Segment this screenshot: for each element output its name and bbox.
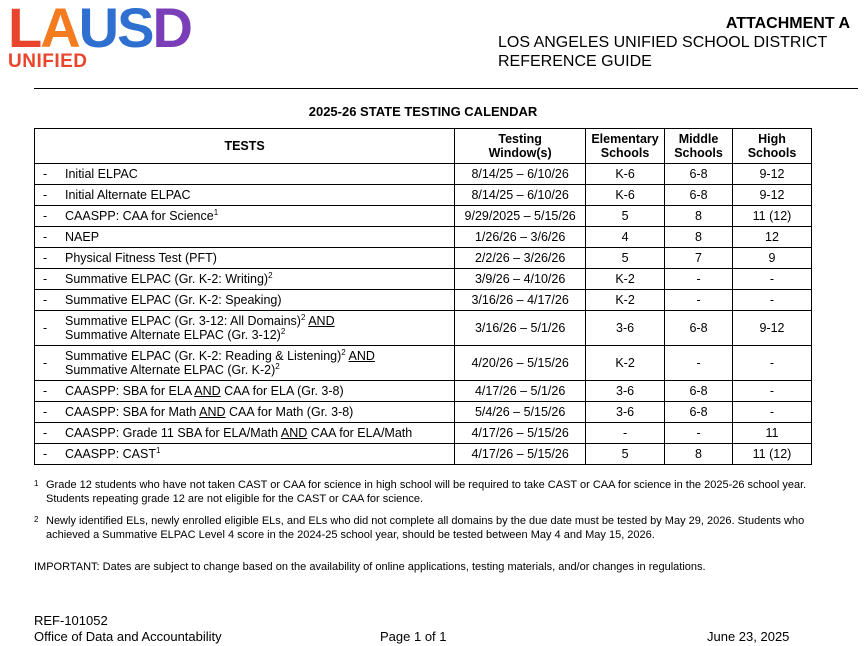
middle-grades-cell: 6-8 [665, 164, 733, 185]
test-name: Initial ELPAC [65, 167, 138, 181]
test-name-cell [35, 269, 455, 290]
elementary-grades-cell: K-2 [586, 290, 665, 311]
middle-grades-cell: - [665, 346, 733, 381]
test-name: Physical Fitness Test (PFT) [65, 251, 217, 265]
test-name-line-1: Summative ELPAC (Gr. K-2: Reading & Listening) [65, 349, 342, 363]
table-row [35, 346, 812, 381]
footnote-2 [34, 514, 824, 542]
high-grades-cell: - [733, 269, 812, 290]
testing-window-cell: 4/17/26 – 5/15/26 [455, 444, 586, 465]
table-row [35, 269, 812, 290]
footnote-ref: 1 [213, 207, 219, 217]
row-marker: - [43, 272, 48, 286]
testing-window-cell: 9/29/2025 – 5/15/26 [455, 206, 586, 227]
table-row [35, 164, 812, 185]
col-header-tests: TESTS [35, 129, 455, 164]
footer-page-number: Page 1 of 1 [380, 629, 447, 644]
test-name: Summative ELPAC (Gr. K-2: Writing) [65, 272, 269, 286]
table-row [35, 290, 812, 311]
middle-grades-cell: 7 [665, 248, 733, 269]
middle-grades-cell: 6-8 [665, 381, 733, 402]
and-conjunction: AND [194, 384, 221, 398]
calendar-title: 2025-26 STATE TESTING CALENDAR [308, 104, 538, 119]
row-marker: - [43, 188, 48, 202]
footnote-ref: 2 [300, 312, 306, 322]
logo-subtitle: UNIFIED [8, 51, 88, 72]
col-header-middle: Middle Schools [665, 129, 733, 164]
table-row [35, 402, 812, 423]
table-row [35, 311, 812, 346]
footnote-2-text: Newly identified ELs, newly enrolled eligible ELs, and ELs who did not complete all domains by the due date must be tested by May 29, 2026. Students who achieved a Summative ELPAC Level 4 score in the 2024-25 school year, should be tested between May 4 and May 15, 2026. [46, 515, 805, 541]
footnote-ref: 2 [280, 326, 286, 336]
logo-wordmark: LAUSD [8, 0, 191, 59]
test-name: Initial Alternate ELPAC [65, 188, 191, 202]
footnote-ref: 2 [268, 270, 273, 280]
row-marker: - [43, 293, 48, 307]
high-grades-cell: - [733, 402, 812, 423]
test-name-part: CAASPP: SBA for ELA [65, 384, 192, 398]
table-header-row [35, 129, 812, 164]
important-notice: IMPORTANT: Dates are subject to change based on the availability of online applications, testing materials, and/or changes in regulations. [34, 561, 706, 573]
test-name-line-2: Summative Alternate ELPAC (Gr. 3-12) [65, 328, 281, 342]
test-name-part: CAA for ELA (Gr. 3-8) [224, 384, 344, 398]
test-name-cell [35, 164, 455, 185]
elementary-grades-cell: 3-6 [586, 311, 665, 346]
test-name-cell [35, 381, 455, 402]
testing-window-cell: 1/26/26 – 3/6/26 [455, 227, 586, 248]
row-marker: - [43, 321, 48, 335]
row-marker: - [43, 230, 48, 244]
table-row [35, 185, 812, 206]
header-divider [34, 88, 858, 89]
row-marker: - [43, 384, 48, 398]
testing-calendar-table [34, 128, 812, 465]
middle-grades-cell: 6-8 [665, 311, 733, 346]
test-name-cell [35, 423, 455, 444]
test-name-cell [35, 227, 455, 248]
test-name-cell [35, 346, 455, 381]
elementary-grades-cell: K-6 [586, 185, 665, 206]
test-name-part: CAASPP: Grade 11 SBA for ELA/Math [65, 426, 279, 440]
elementary-grades-cell: 5 [586, 206, 665, 227]
high-grades-cell: 11 [733, 423, 812, 444]
elementary-grades-cell: 3-6 [586, 402, 665, 423]
col-header-elementary: Elementary Schools [586, 129, 665, 164]
high-grades-cell: 9-12 [733, 185, 812, 206]
table-row [35, 227, 812, 248]
test-name-cell [35, 444, 455, 465]
footnote-ref: 2 [275, 361, 280, 371]
district-name: LOS ANGELES UNIFIED SCHOOL DISTRICT [498, 34, 828, 51]
footnote-1-text: Grade 12 students who have not taken CAST or CAA for science in high school will be required to take CAST or CAA for science in the 2025-26 school year. Students repeating grade 12 are not eligible for the CAST or CAA for science. [46, 479, 807, 505]
footer-ref: REF-101052 [34, 613, 108, 628]
test-name-cell [35, 185, 455, 206]
row-marker: - [43, 209, 48, 223]
row-marker: - [43, 447, 48, 461]
high-grades-cell: - [733, 290, 812, 311]
high-grades-cell: - [733, 381, 812, 402]
elementary-grades-cell: K-6 [586, 164, 665, 185]
high-grades-cell: - [733, 346, 812, 381]
table-row [35, 381, 812, 402]
testing-window-cell: 8/14/25 – 6/10/26 [455, 185, 586, 206]
testing-window-cell: 3/9/26 – 4/10/26 [455, 269, 586, 290]
test-name: Summative ELPAC (Gr. K-2: Speaking) [65, 293, 282, 307]
test-name-line-2: Summative Alternate ELPAC (Gr. K-2) [65, 363, 276, 377]
testing-window-cell: 5/4/26 – 5/15/26 [455, 402, 586, 423]
table-body [35, 164, 812, 465]
testing-window-cell: 4/20/26 – 5/15/26 [455, 346, 586, 381]
testing-window-cell: 8/14/25 – 6/10/26 [455, 164, 586, 185]
elementary-grades-cell: K-2 [586, 269, 665, 290]
test-name-cell [35, 248, 455, 269]
testing-window-cell: 4/17/26 – 5/1/26 [455, 381, 586, 402]
middle-grades-cell: 8 [665, 206, 733, 227]
and-conjunction: AND [308, 314, 335, 328]
attachment-label: ATTACHMENT A [725, 15, 850, 32]
row-marker: - [43, 356, 48, 370]
footer-office: Office of Data and Accountability [34, 629, 222, 644]
footnote-1 [34, 478, 824, 506]
test-name-part: CAA for ELA/Math [310, 426, 413, 440]
high-grades-cell: 11 (12) [733, 444, 812, 465]
testing-window-cell: 2/2/26 – 3/26/26 [455, 248, 586, 269]
elementary-grades-cell: 5 [586, 444, 665, 465]
elementary-grades-cell: 3-6 [586, 381, 665, 402]
row-marker: - [43, 251, 48, 265]
middle-grades-cell: 8 [665, 444, 733, 465]
test-name-cell [35, 311, 455, 346]
table-row [35, 423, 812, 444]
elementary-grades-cell: 4 [586, 227, 665, 248]
test-name-cell [35, 290, 455, 311]
high-grades-cell: 12 [733, 227, 812, 248]
table-row [35, 248, 812, 269]
testing-window-cell: 4/17/26 – 5/15/26 [455, 423, 586, 444]
middle-grades-cell: - [665, 290, 733, 311]
elementary-grades-cell: K-2 [586, 346, 665, 381]
row-marker: - [43, 405, 48, 419]
high-grades-cell: 9-12 [733, 311, 812, 346]
document-header [498, 14, 850, 71]
elementary-grades-cell: - [586, 423, 665, 444]
col-header-window: Testing Window(s) [455, 129, 586, 164]
test-name-part: CAA for Math (Gr. 3-8) [229, 405, 354, 419]
middle-grades-cell: - [665, 269, 733, 290]
middle-grades-cell: 6-8 [665, 185, 733, 206]
table-row [35, 444, 812, 465]
reference-guide-label: REFERENCE GUIDE [498, 53, 652, 70]
test-name: CAASPP: CAST [65, 447, 156, 461]
test-name: CAASPP: CAA for Science [65, 209, 214, 223]
table-row [35, 206, 812, 227]
high-grades-cell: 11 (12) [733, 206, 812, 227]
test-name-line-1: Summative ELPAC (Gr. 3-12: All Domains) [65, 314, 301, 328]
col-header-high: High Schools [733, 129, 812, 164]
test-name-cell [35, 206, 455, 227]
footnote-1-mark: 1 [34, 479, 39, 488]
lausd-logo [8, 0, 191, 72]
footnote-ref: 2 [341, 347, 346, 357]
testing-window-cell: 3/16/26 – 4/17/26 [455, 290, 586, 311]
middle-grades-cell: 8 [665, 227, 733, 248]
and-conjunction: AND [280, 426, 308, 440]
footer-date: June 23, 2025 [707, 629, 790, 644]
test-name-part: CAASPP: SBA for Math [65, 405, 197, 419]
elementary-grades-cell: 5 [586, 248, 665, 269]
row-marker: - [43, 426, 48, 440]
testing-window-cell: 3/16/26 – 5/1/26 [455, 311, 586, 346]
and-conjunction: AND [199, 405, 226, 419]
high-grades-cell: 9-12 [733, 164, 812, 185]
middle-grades-cell: 6-8 [665, 402, 733, 423]
footnote-ref: 1 [156, 445, 161, 455]
test-name-cell [35, 402, 455, 423]
footer-left [34, 613, 222, 645]
middle-grades-cell: - [665, 423, 733, 444]
footnote-2-mark: 2 [34, 515, 39, 524]
high-grades-cell: 9 [733, 248, 812, 269]
test-name: NAEP [65, 230, 100, 244]
row-marker: - [43, 167, 48, 181]
and-conjunction: AND [348, 349, 375, 363]
